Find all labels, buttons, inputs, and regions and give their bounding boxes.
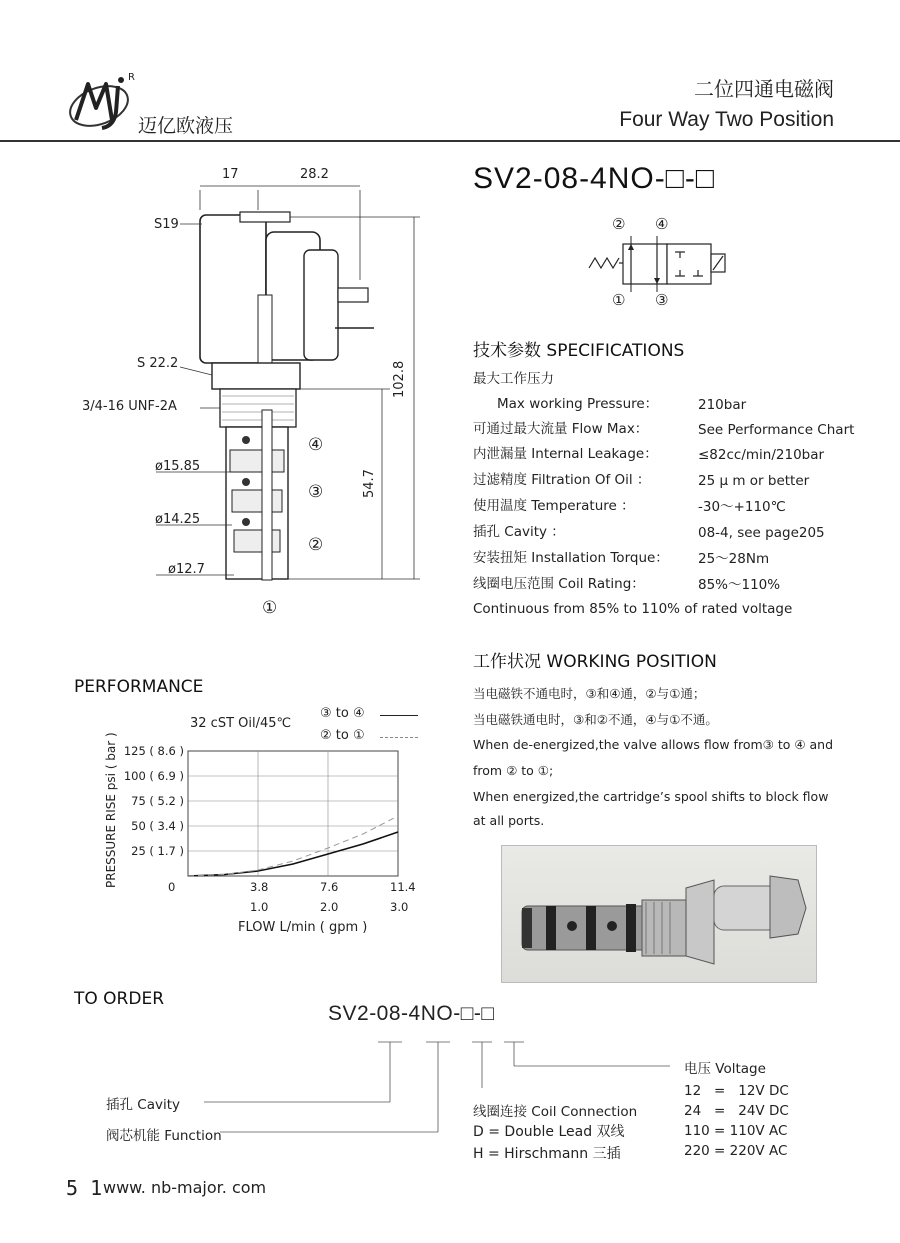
product-photo (501, 845, 817, 983)
model-number: SV2-08-4NO-□-□ (473, 162, 715, 195)
spec-label: 插孔 Cavity ： (473, 524, 565, 540)
header (0, 0, 900, 145)
header-divider (0, 140, 900, 142)
working-title: 工作状况 WORKING POSITION (473, 652, 717, 672)
spec-value: See Performance Chart (698, 422, 855, 438)
order-code: SV2-08-4NO-□-□ (328, 1002, 495, 1025)
spec-value: -30～+110℃ (698, 499, 786, 515)
symbol-port-1: ① (612, 291, 626, 309)
series-line-1 (188, 816, 398, 876)
spec-note: Continuous from 85% to 110% of rated voltage (473, 601, 793, 617)
spec-label: 线圈电压范围 Coil Rating： (473, 576, 645, 592)
series-line-0 (188, 832, 398, 876)
x-tick-label-lpm: 11.4 (390, 880, 416, 894)
legend-label-solid: ③ to ④ (320, 706, 365, 721)
y-tick-label: 25 ( 1.7 ) (131, 844, 184, 858)
y-tick-label: 125 ( 8.6 ) (123, 744, 184, 758)
spec-value: 85%～110% (698, 577, 781, 593)
chart-title: 32 cST Oil/45℃ (190, 716, 292, 731)
x-tick-label-gpm: 3.0 (390, 900, 409, 914)
dim-top-left: 17 (222, 167, 239, 182)
label-thread: 3/4-16 UNF-2A (82, 399, 177, 414)
label-d1: ø15.85 (155, 459, 201, 474)
dim-top-right: 28.2 (300, 167, 329, 182)
valve-dimension-drawing (60, 160, 440, 620)
x-tick-label-gpm: 2.0 (320, 900, 339, 914)
spec-max-pressure-cn: 最大工作压力 (473, 371, 554, 387)
cartridge-photo-icon (502, 846, 818, 984)
working-line: 当电磁铁不通电时，③和④通，②与①通； (473, 686, 706, 701)
label-d2: ø14.25 (155, 512, 201, 527)
spec-value: 08-4, see page205 (698, 525, 825, 541)
y-tick-label: 75 ( 5.2 ) (131, 794, 184, 808)
symbol-port-3: ③ (655, 291, 669, 309)
working-line: When energized,the cartridge’s spool shifts to block flow (473, 789, 829, 804)
spec-label: 过滤精度 Filtration Of Oil ： (473, 472, 651, 488)
working-line: from ② to ①; (473, 763, 554, 778)
label-s22: S 22.2 (137, 356, 179, 371)
spec-label: 使用温度 Temperature ： (473, 498, 635, 514)
symbol-port-2: ② (612, 215, 626, 233)
order-cavity: 插孔 Cavity (106, 1097, 181, 1113)
y-tick-label: 50 ( 3.4 ) (131, 819, 184, 833)
spec-value: 210bar (698, 397, 747, 413)
symbol-port-4: ④ (655, 215, 669, 233)
spec-value: 25 μ m or better (698, 473, 810, 489)
port-label-3: ③ (308, 482, 324, 502)
spec-label: 内泄漏量 Internal Leakage： (473, 446, 658, 462)
page-number: 5 1 (66, 1176, 103, 1200)
port-label-4: ④ (308, 435, 324, 455)
order-leader-lines (180, 1032, 740, 1152)
x-tick-label-gpm: 1.0 (250, 900, 269, 914)
chart-frame (188, 751, 398, 876)
order-voltage: 220 = 220V AC (684, 1143, 788, 1159)
legend-line-solid (380, 715, 418, 716)
label-s19: S19 (154, 217, 179, 232)
title-cn: 二位四通电磁阀 (694, 77, 834, 101)
x-tick-label-lpm: 0 (168, 880, 176, 894)
order-voltage: 110 = 110V AC (684, 1123, 788, 1139)
hydraulic-symbol (585, 230, 735, 300)
order-coil-d: D = Double Lead 双线 (473, 1124, 625, 1140)
x-tick-label-lpm: 7.6 (320, 880, 339, 894)
order-voltage: 12 = 12V DC (684, 1083, 789, 1099)
order-coil-title: 线圈连接 Coil Connection (473, 1104, 638, 1120)
port-label-2: ② (308, 535, 324, 555)
spec-value: ≤82cc/min/210bar (698, 447, 825, 463)
working-line: at all ports. (473, 813, 545, 828)
working-line: 当电磁铁通电时，③和②不通，④与①不通。 (473, 712, 718, 727)
company-logo-icon (66, 72, 136, 136)
spec-label: Max working Pressure： (497, 396, 659, 412)
label-height-cart: 54.7 (362, 469, 377, 498)
company-name: 迈亿欧液压 (138, 115, 234, 137)
specs-title: 技术参数 SPECIFICATIONS (473, 341, 685, 361)
spec-value: 25～28Nm (698, 551, 770, 567)
legend-line-dashed (380, 737, 418, 738)
y-tick-label: 100 ( 6.9 ) (123, 769, 184, 783)
title-en: Four Way Two Position (619, 108, 834, 131)
order-title: TO ORDER (74, 989, 165, 1009)
spec-label: 可通过最大流量 Flow Max： (473, 421, 649, 437)
order-voltage: 24 = 24V DC (684, 1103, 789, 1119)
registered-mark: R (128, 72, 135, 83)
legend-label-dashed: ② to ① (320, 728, 365, 743)
order-coil-h: H = Hirschmann 三插 (473, 1146, 621, 1162)
order-function: 阀芯机能 Function (106, 1128, 222, 1144)
working-line: When de-energized,the valve allows flow from③ to ④ and (473, 737, 834, 752)
port-label-1: ① (262, 598, 278, 618)
performance-title: PERFORMANCE (74, 677, 204, 697)
y-axis-label: PRESSURE RISE psi ( bar ) (104, 732, 118, 888)
label-height-total: 102.8 (392, 360, 407, 398)
order-voltage-title: 电压 Voltage (684, 1061, 766, 1077)
x-axis-label: FLOW L/min ( gpm ) (238, 920, 368, 935)
label-d3: ø12.7 (168, 562, 205, 577)
x-tick-label-lpm: 3.8 (250, 880, 269, 894)
spec-label: 安装扭矩 Installation Torque： (473, 550, 669, 566)
website: www. nb-major. com (103, 1178, 267, 1197)
